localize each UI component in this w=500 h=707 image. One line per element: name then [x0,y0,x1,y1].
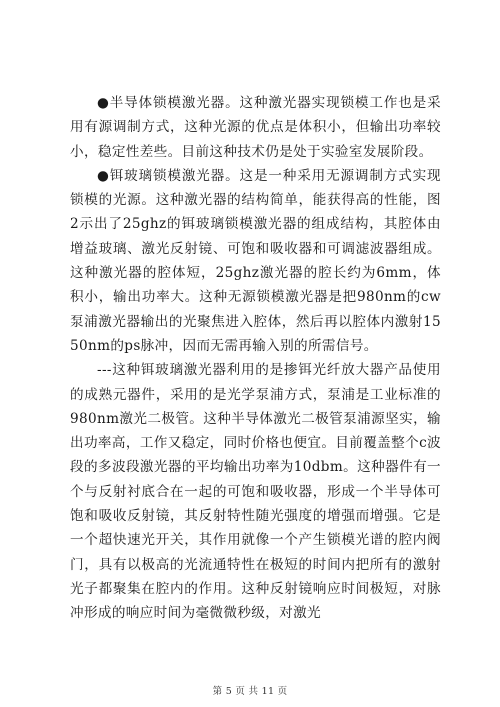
page-footer: 第 5 页 共 11 页 [212,686,288,697]
paragraph-erbium-glass-details: ---这种铒玻璃激光器利用的是掺铒光纤放大器产品使用的成熟元器件，采用的是光学泵浦方式，泵浦是工业标准的980nm激光二极管。这种半导体激光二极管泵浦源坚实，输出功率高，工作又稳定，同时价格也便宜。目前覆盖整个c波段的多波段激光器的平均输出功率为10dbm。这种器件有一个与反射衬底合在一起的可饱和吸收器，形成一个半导体可饱和吸收反射镜，其反射特性随光强度的增强而增强。它是一个超快速光开关，其作用就像一个产生锁模光谱的腔内阀门，具有以极高的光流通特性在极短的时间内把所有的激射光子都聚集在腔内的作用。这种反射镜响应时间极短，对脉冲形成的响应时间为毫微微秒级，对激光 [70,362,441,622]
paragraph-semiconductor-laser: ●半导体锁模激光器。这种激光器实现锁模工作也是采用有源调制方式，这种光源的优点是体积小，但输出功率较小，稳定性差些。目前这种技术仍是处于实验室发展阶段。 [70,95,441,160]
document-body [70,91,441,626]
paragraph-erbium-glass-laser: ●铒玻璃锁模激光器。这是一种采用无源调制方式实现锁模的光源。这种激光器的结构简单，能获得高的性能，图2示出了25ghz的铒玻璃锁模激光器的组成结构，其腔体由增益玻璃、激光反射镜、可饱和吸收器和可调滤波器组成。这种激光器的腔体短，25ghz激光器的腔长约为6mm，体积小，输出功率大。这种无源锁模激光器是把980nm的cw泵浦激光器输出的光聚焦进入腔体，然后再以腔体内激射1550nm的ps脉冲，因而无需再输入别的所需信号。 [70,167,441,354]
